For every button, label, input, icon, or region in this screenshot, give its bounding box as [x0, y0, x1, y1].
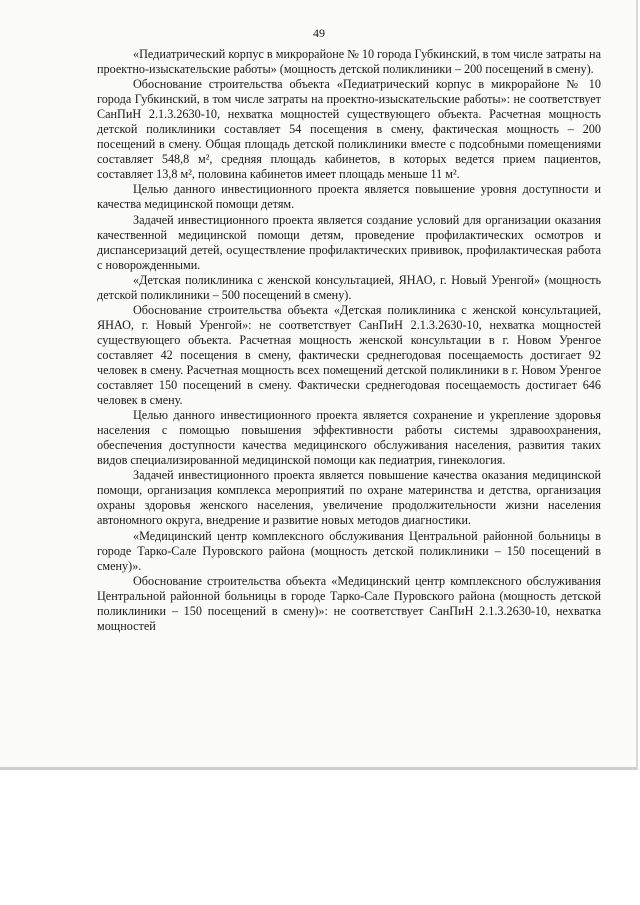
- paragraph-medical-center-rationale: Обоснование строительства объекта «Медицинский центр комплексного обслуживания Центральной районной больницы в городе Тарко-Сале Пуровского района (мощность детской поликлиники – 150 посещений в смену)»: не соответствует СанПиН 2.1.3.2630-10, нехватка мощностей: [97, 573, 601, 633]
- paragraph-medical-center-title: «Медицинский центр комплексного обслуживания Центральной районной больницы в городе Тарко-Сале Пуровского района (мощность детской поликлиники – 150 посещений в смену)».: [97, 528, 601, 573]
- paragraph-children-clinic-rationale: Обоснование строительства объекта «Детская поликлиника с женской консультацией, ЯНАО, г. Новый Уренгой»: не соответствует СанПиН 2.1.3.2630-10, нехватка мощностей существующего объекта. Расчетная мощность женской консультации в г. Новом Уренгое составляет 42 посещения в смену, фактически среднегодовая посещаемость достигает 92 человек в смену. Расчетная мощность всех помещений детской поликлиники в г. Новом Уренгое составляет 150 посещений в смену. Фактически среднегодовая посещаемость достигает 646 человек в смену.: [97, 302, 601, 408]
- page-number: 49: [313, 26, 325, 40]
- paragraph-pediatric-project-goal: Целью данного инвестиционного проекта является повышение уровня доступности и качества медицинской помощи детям.: [97, 182, 601, 212]
- paragraph-pediatric-project-task: Задачей инвестиционного проекта является создание условий для организации оказания качественной медицинской помощи детям, проведение профилактических осмотров и диспансеризаций детей, осуществление профилактических прививок, профилактическая работа с новорожденными.: [97, 212, 601, 272]
- paragraph-pediatric-building-rationale: Обоснование строительства объекта «Педиатрический корпус в микрорайоне № 10 города Губкинский, в том числе затраты на проектно-изыскательские работы»: не соответствует СанПиН 2.1.3.2630-10, нехватка мощностей существующего объекта. Расчетная мощность детской поликлиники составляет 54 посещения в смену, фактическая мощность – 200 посещений в смену. Общая площадь детской поликлиники вместе с подсобными помещениями составляет 548,8 м², средняя площадь кабинетов, в которых ведется прием пациентов, составляет 13,8 м², половина кабинетов имеет площадь меньше 11 м².: [97, 77, 601, 182]
- paragraph-pediatric-building-title: «Педиатрический корпус в микрорайоне № 10 города Губкинский, в том числе затраты на проектно-изыскательские работы» (мощность детской поликлиники – 200 посещений в смену).: [97, 47, 601, 77]
- paragraph-children-clinic-title: «Детская поликлиника с женской консультацией, ЯНАО, г. Новый Уренгой» (мощность детской поликлиники – 500 посещений в смену).: [97, 272, 601, 302]
- paragraph-children-clinic-goal: Целью данного инвестиционного проекта является сохранение и укрепление здоровья населения с помощью повышения эффективности работы системы здравоохранения, обеспечения доступности качества медицинского обслуживания населения, развития таких видов специализированной медицинской помощи как педиатрия, гинекология.: [97, 408, 601, 468]
- paragraph-children-clinic-task: Задачей инвестиционного проекта является повышение качества оказания медицинской помощи, организация комплекса мероприятий по охране материнства и детства, организация охраны здоровья женского населения, увеличение продолжительности жизни населения автономного округа, внедрение и развитие новых методов диагностики.: [97, 468, 601, 528]
- document-body: [97, 47, 601, 634]
